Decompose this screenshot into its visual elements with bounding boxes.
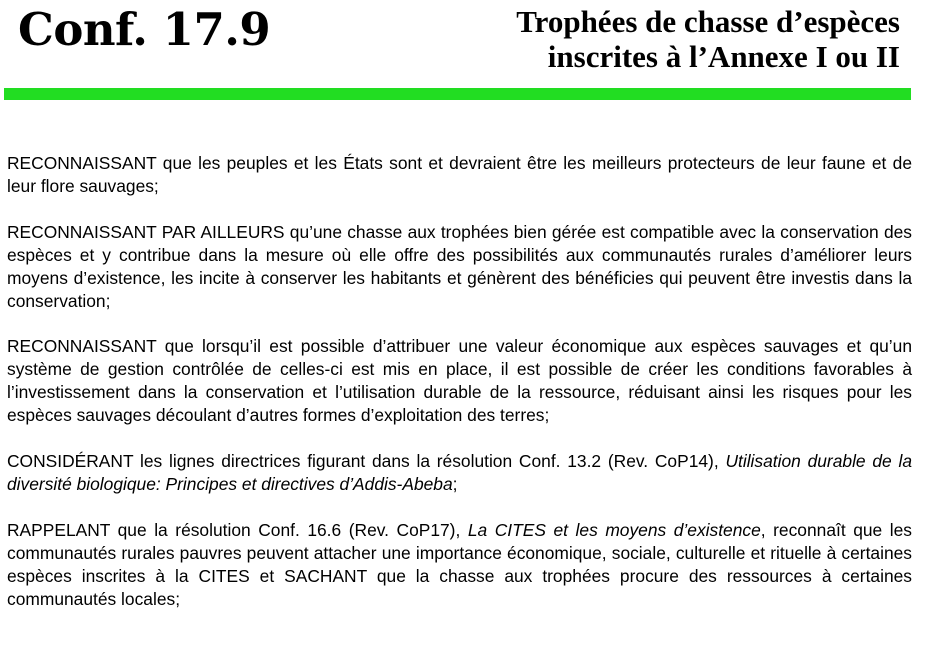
resolution-title: [516, 4, 900, 74]
header: [0, 0, 945, 100]
title-line-2: inscrites à l’Annexe I ou II: [547, 39, 900, 74]
cited-title: Utilisation durable de la diversité biologique: Principes et directives d’Addis-Abeba: [7, 451, 913, 494]
resolution-number: Conf. 17.9: [18, 3, 271, 56]
paragraph-text: , reconnaît que les communautés rurales pauvres peuvent attacher une importance économique, sociale, culturelle et rituelle à certaines espèces inscrites à la CITES et SACHANT que la chasse aux trophées procure des ressources à certaines communautés locales;: [7, 519, 912, 609]
paragraph-considerant: [7, 450, 912, 496]
paragraph-reconnaissant-2: RECONNAISSANT que lorsqu’il est possible d’attribuer une valeur économique aux espèces sauvages et qu’un système de gestion contrôlée de celles-ci est mis en place, il est possible de créer les conditions favorables à l’investissement dans la conservation et l’utilisation durable de la ressource, réduisant ainsi les risques pour les espèces sauvages découlant d’autres formes d’exploitation des terres;: [7, 336, 912, 426]
paragraph-reconnaissant-1: RECONNAISSANT que les peuples et les États sont et devraient être les meilleurs protecteurs de leur faune et de leur flore sauvages;: [7, 153, 912, 196]
paragraph-reconnaissant-par-ailleurs: RECONNAISSANT PAR AILLEURS qu’une chasse aux trophées bien gérée est compatible avec la conservation des espèces et y contribue dans la mesure où elle offre des possibilités aux communautés rurales d’améliorer leurs moyens d’existence, les incite à conserver les habitants et génèrent des bénéficies qui peuvent être investis dans la conservation;: [7, 221, 912, 311]
paragraph-text: RAPPELANT que la résolution Conf. 16.6 (Rev. CoP17),: [7, 519, 468, 540]
cited-title: La CITES et les moyens d’existence: [467, 519, 761, 540]
paragraph-text: CONSIDÉRANT les lignes directrices figurant dans la résolution Conf. 13.2 (Rev. CoP14),: [7, 451, 726, 472]
header-divider: [4, 88, 911, 100]
title-line-1: Trophées de chasse d’espèces: [516, 4, 900, 39]
paragraph-text: ;: [452, 473, 458, 494]
paragraph-rappelant: [7, 519, 912, 611]
document-body: [7, 152, 912, 611]
